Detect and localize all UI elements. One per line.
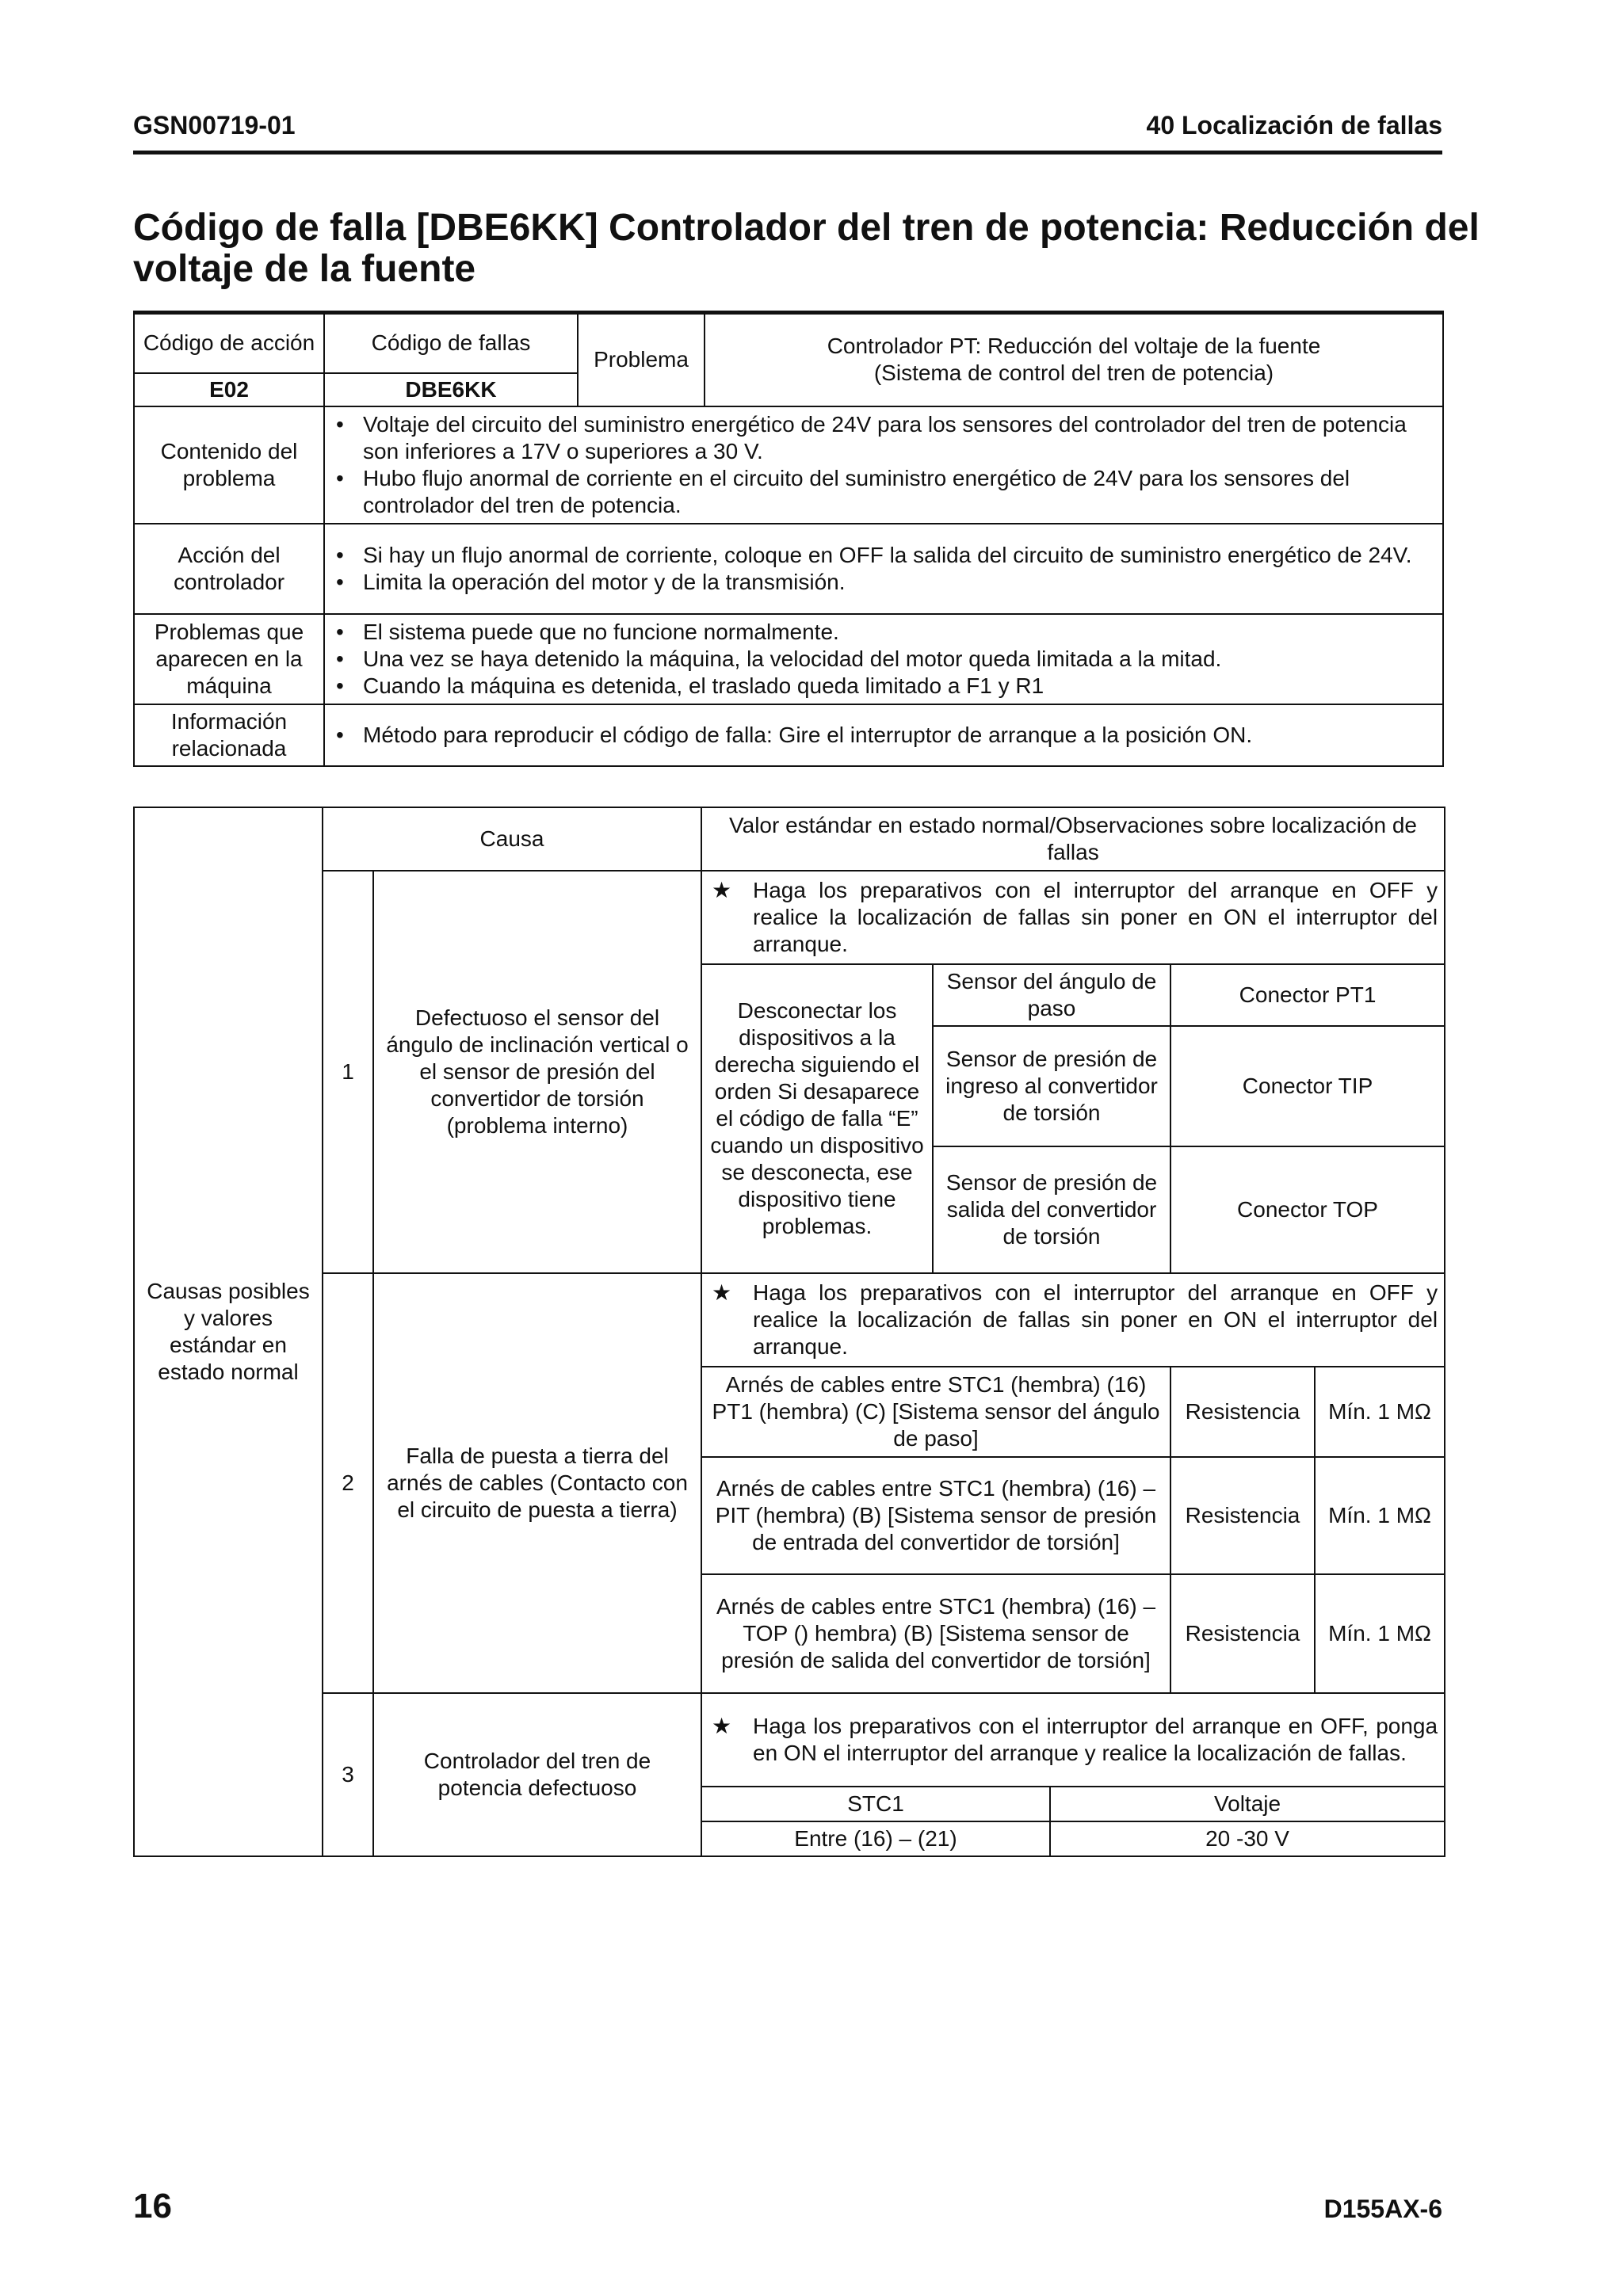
row-label-problem-content: Contenido del problema bbox=[134, 406, 324, 524]
cause-description: Controlador del tren de potencia defectuoso bbox=[373, 1693, 701, 1856]
cause-number: 3 bbox=[323, 1693, 373, 1856]
disconnect-instruction: Desconectar los dispositivos a la derecha siguiendo el orden Si desaparece el código de falla “E” cuando un dispositivo se desconecta, ese dispositivo tiene problemas. bbox=[701, 964, 933, 1273]
standard-value: Mín. 1 MΩ bbox=[1315, 1457, 1445, 1574]
row-label-controller-action: Acción del controlador bbox=[134, 524, 324, 614]
bullet-item: • El sistema puede que no funcione normalmente. bbox=[363, 619, 1436, 646]
bullet-item: • Método para reproducir el código de falla: Gire el interruptor de arranque a la posición ON. bbox=[363, 722, 1436, 749]
measurement-type: Resistencia bbox=[1170, 1574, 1315, 1693]
pin-pair: Entre (16) – (21) bbox=[701, 1821, 1050, 1856]
standard-value: Mín. 1 MΩ bbox=[1315, 1367, 1445, 1457]
harness-description: Arnés de cables entre STC1 (hembra) (16) – PIT (hembra) (B) [Sistema sensor de presión de entrada del convertidor de torsión] bbox=[701, 1457, 1170, 1574]
preparation-note bbox=[701, 1693, 1445, 1787]
harness-description: Arnés de cables entre STC1 (hembra) (16) – TOP () hembra) (B) [Sistema sensor de presión de salida del convertidor de torsión] bbox=[701, 1574, 1170, 1693]
document-code: GSN00719-01 bbox=[133, 111, 296, 139]
controller-action bbox=[324, 524, 1443, 614]
preparation-note-text: ★ Haga los preparativos con el interruptor del arranque en OFF y realice la localización de fallas sin poner en ON el interruptor del arranque. bbox=[708, 1280, 1438, 1360]
related-info bbox=[324, 704, 1443, 766]
section-title: 40 Localización de fallas bbox=[1146, 111, 1442, 139]
harness-description: Arnés de cables entre STC1 (hembra) (16) PT1 (hembra) (C) [Sistema sensor del ángulo de paso] bbox=[701, 1367, 1170, 1457]
machine-problems bbox=[324, 614, 1443, 704]
bullet-item: • Hubo flujo anormal de corriente en el circuito del suministro energético de 24V para los sensores del controlador del tren de potencia. bbox=[363, 465, 1436, 519]
preparation-note-text: ★ Haga los preparativos con el interruptor del arranque en OFF, ponga en ON el interruptor del arranque y realice la localización de fallas. bbox=[708, 1713, 1438, 1767]
measurement-type: Resistencia bbox=[1170, 1367, 1315, 1457]
preparation-note bbox=[701, 871, 1445, 964]
problem-description-line: (Sistema de control del tren de potencia) bbox=[873, 360, 1274, 386]
bullet-item: • Voltaje del circuito del suministro energético de 24V para los sensores del controlador del tren de potencia son inferiores a 17V o superiores a 30 V. bbox=[363, 411, 1436, 465]
row-label-related-info: Información relacionada bbox=[134, 704, 324, 766]
sensor-name: Sensor de presión de salida del convertidor de torsión bbox=[933, 1146, 1170, 1273]
cause-number: 1 bbox=[323, 871, 373, 1273]
problem-description-line: Controlador PT: Reducción del voltaje de la fuente bbox=[827, 334, 1321, 359]
page-number: 16 bbox=[133, 2187, 172, 2225]
fault-code-header: Código de fallas bbox=[324, 313, 578, 373]
sensor-name: Sensor del ángulo de paso bbox=[933, 964, 1170, 1026]
fault-info-table bbox=[133, 311, 1444, 767]
problem-content bbox=[324, 406, 1443, 524]
bullet-item: • Una vez se haya detenido la máquina, la velocidad del motor queda limitada a la mitad. bbox=[363, 646, 1436, 673]
action-code-value: E02 bbox=[134, 373, 324, 406]
problem-description bbox=[705, 313, 1443, 406]
page-title: Código de falla [DBE6KK] Controlador del tren de potencia: Reducción del voltaje de la fuente bbox=[133, 207, 1480, 290]
row-label-machine-problems: Problemas que aparecen en la máquina bbox=[134, 614, 324, 704]
preparation-note bbox=[701, 1273, 1445, 1367]
connector-name: Conector PT1 bbox=[1170, 964, 1445, 1026]
model-code: D155AX-6 bbox=[1323, 2195, 1442, 2223]
sensor-name: Sensor de presión de ingreso al convertidor de torsión bbox=[933, 1026, 1170, 1146]
connector-header: STC1 bbox=[701, 1787, 1050, 1821]
bullet-item: • Cuando la máquina es detenida, el traslado queda limitado a F1 y R1 bbox=[363, 673, 1436, 700]
cause-description: Falla de puesta a tierra del arnés de cables (Contacto con el circuito de puesta a tierra) bbox=[373, 1273, 701, 1693]
problem-header: Problema bbox=[578, 313, 705, 406]
cause-header: Causa bbox=[323, 807, 701, 871]
causes-side-label: Causas posibles y valores estándar en estado normal bbox=[134, 807, 323, 1856]
header-divider bbox=[133, 151, 1442, 154]
bullet-item: • Limita la operación del motor y de la transmisión. bbox=[363, 569, 1436, 596]
connector-name: Conector TOP bbox=[1170, 1146, 1445, 1273]
causes-table bbox=[133, 807, 1445, 1857]
standard-value-header: Valor estándar en estado normal/Observaciones sobre localización de fallas bbox=[701, 807, 1445, 871]
measurement-type: Resistencia bbox=[1170, 1457, 1315, 1574]
connector-name: Conector TIP bbox=[1170, 1026, 1445, 1146]
cause-number: 2 bbox=[323, 1273, 373, 1693]
preparation-note-text: ★ Haga los preparativos con el interruptor del arranque en OFF y realice la localización de fallas sin poner en ON el interruptor del arranque. bbox=[708, 877, 1438, 958]
standard-value: Mín. 1 MΩ bbox=[1315, 1574, 1445, 1693]
fault-code-value: DBE6KK bbox=[324, 373, 578, 406]
cause-description: Defectuoso el sensor del ángulo de inclinación vertical o el sensor de presión del convertidor de torsión (problema interno) bbox=[373, 871, 701, 1273]
voltage-value: 20 -30 V bbox=[1050, 1821, 1445, 1856]
voltage-header: Voltaje bbox=[1050, 1787, 1445, 1821]
action-code-header: Código de acción bbox=[134, 313, 324, 373]
bullet-item: • Si hay un flujo anormal de corriente, coloque en OFF la salida del circuito de suministro energético de 24V. bbox=[363, 542, 1436, 569]
